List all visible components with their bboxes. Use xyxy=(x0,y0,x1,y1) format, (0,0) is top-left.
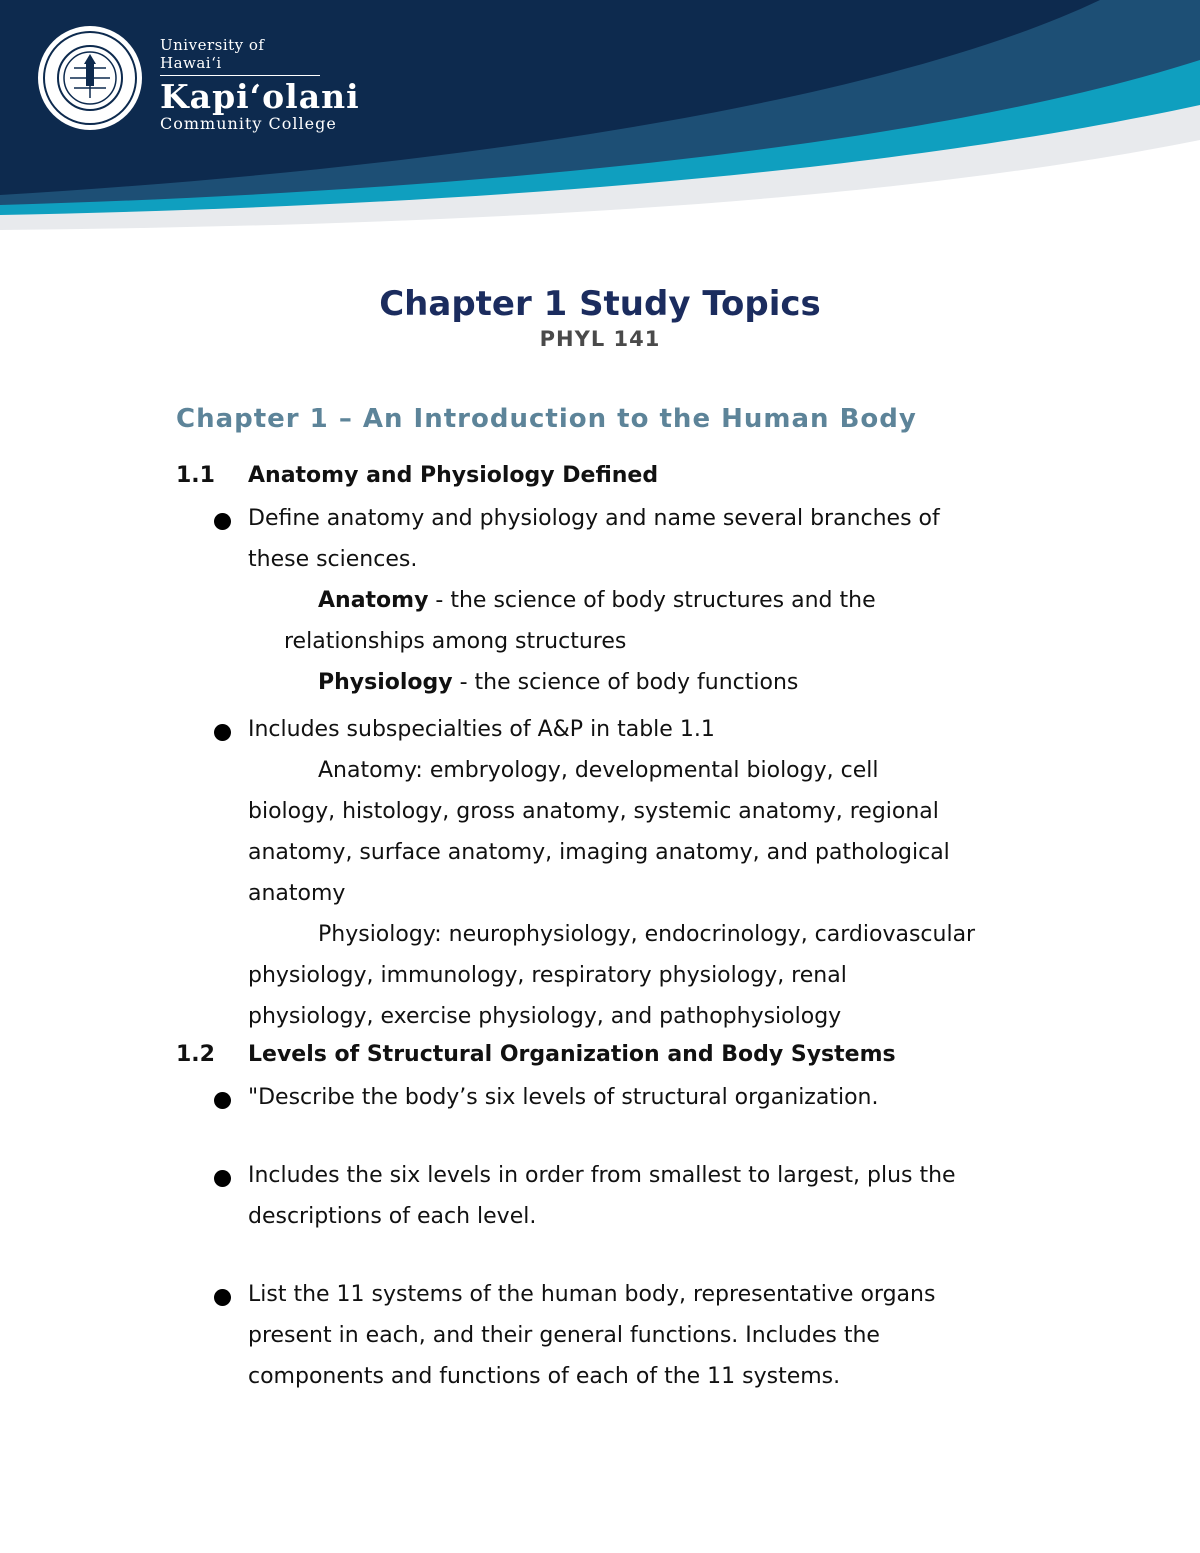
document-title: Chapter 1 Study Topics xyxy=(379,284,821,324)
logo-college-name: Kapiʻolani xyxy=(160,77,360,116)
subspecialty-text: Physiology: neurophysiology, endocrinology, cardiovascular xyxy=(318,922,976,947)
university-seal-icon xyxy=(36,24,144,132)
logo-university-label: University of Hawaiʻi xyxy=(160,36,320,76)
bullet-icon xyxy=(214,1170,231,1187)
subspecialty-text: Anatomy: embryology, developmental biology, cell xyxy=(318,758,879,783)
definition-continuation: relationships among structures xyxy=(284,629,627,654)
list-item-text: "Describe the body’s six levels of structural organization. xyxy=(248,1085,879,1110)
section-number: 1.2 xyxy=(176,1042,215,1067)
section-number: 1.1 xyxy=(176,463,215,488)
list-item-text: Includes the six levels in order from smallest to largest, plus the xyxy=(248,1163,956,1188)
logo-community-college: Community College xyxy=(160,114,337,133)
definition-text: - the science of body functions xyxy=(452,670,799,695)
list-item-text: components and functions of each of the 11 systems. xyxy=(248,1364,841,1389)
college-logo-text xyxy=(160,36,360,133)
chapter-heading: Chapter 1 – An Introduction to the Human Body xyxy=(176,404,917,434)
bullet-icon xyxy=(214,724,231,741)
definition-text: - the science of body structures and the xyxy=(428,588,876,613)
subspecialty-text: biology, histology, gross anatomy, systemic anatomy, regional xyxy=(248,799,939,824)
term-physiology: Physiology xyxy=(318,670,453,695)
subspecialty-text: physiology, immunology, respiratory physiology, renal xyxy=(248,963,847,988)
bullet-icon xyxy=(214,513,231,530)
list-item-text: Includes subspecialties of A&P in table 1.1 xyxy=(248,717,715,742)
list-item-text: List the 11 systems of the human body, representative organs xyxy=(248,1282,936,1307)
section-title: Levels of Structural Organization and Body Systems xyxy=(248,1042,896,1067)
list-item-text: present in each, and their general functions. Includes the xyxy=(248,1323,880,1348)
term-anatomy: Anatomy xyxy=(318,588,429,613)
course-code: PHYL 141 xyxy=(539,327,661,351)
bullet-icon xyxy=(214,1289,231,1306)
bullet-icon xyxy=(214,1092,231,1109)
anatomy-definition xyxy=(318,586,876,616)
section-title: Anatomy and Physiology Defined xyxy=(248,463,659,488)
physiology-definition xyxy=(318,668,798,698)
subspecialty-text: anatomy, surface anatomy, imaging anatomy, and pathological xyxy=(248,840,950,865)
subspecialty-text: physiology, exercise physiology, and pathophysiology xyxy=(248,1004,842,1029)
list-item-text: Define anatomy and physiology and name several branches of xyxy=(248,506,940,531)
list-item-text: these sciences. xyxy=(248,547,418,572)
list-item-text: descriptions of each level. xyxy=(248,1204,537,1229)
header-banner xyxy=(0,0,1200,240)
subspecialty-text: anatomy xyxy=(248,881,346,906)
